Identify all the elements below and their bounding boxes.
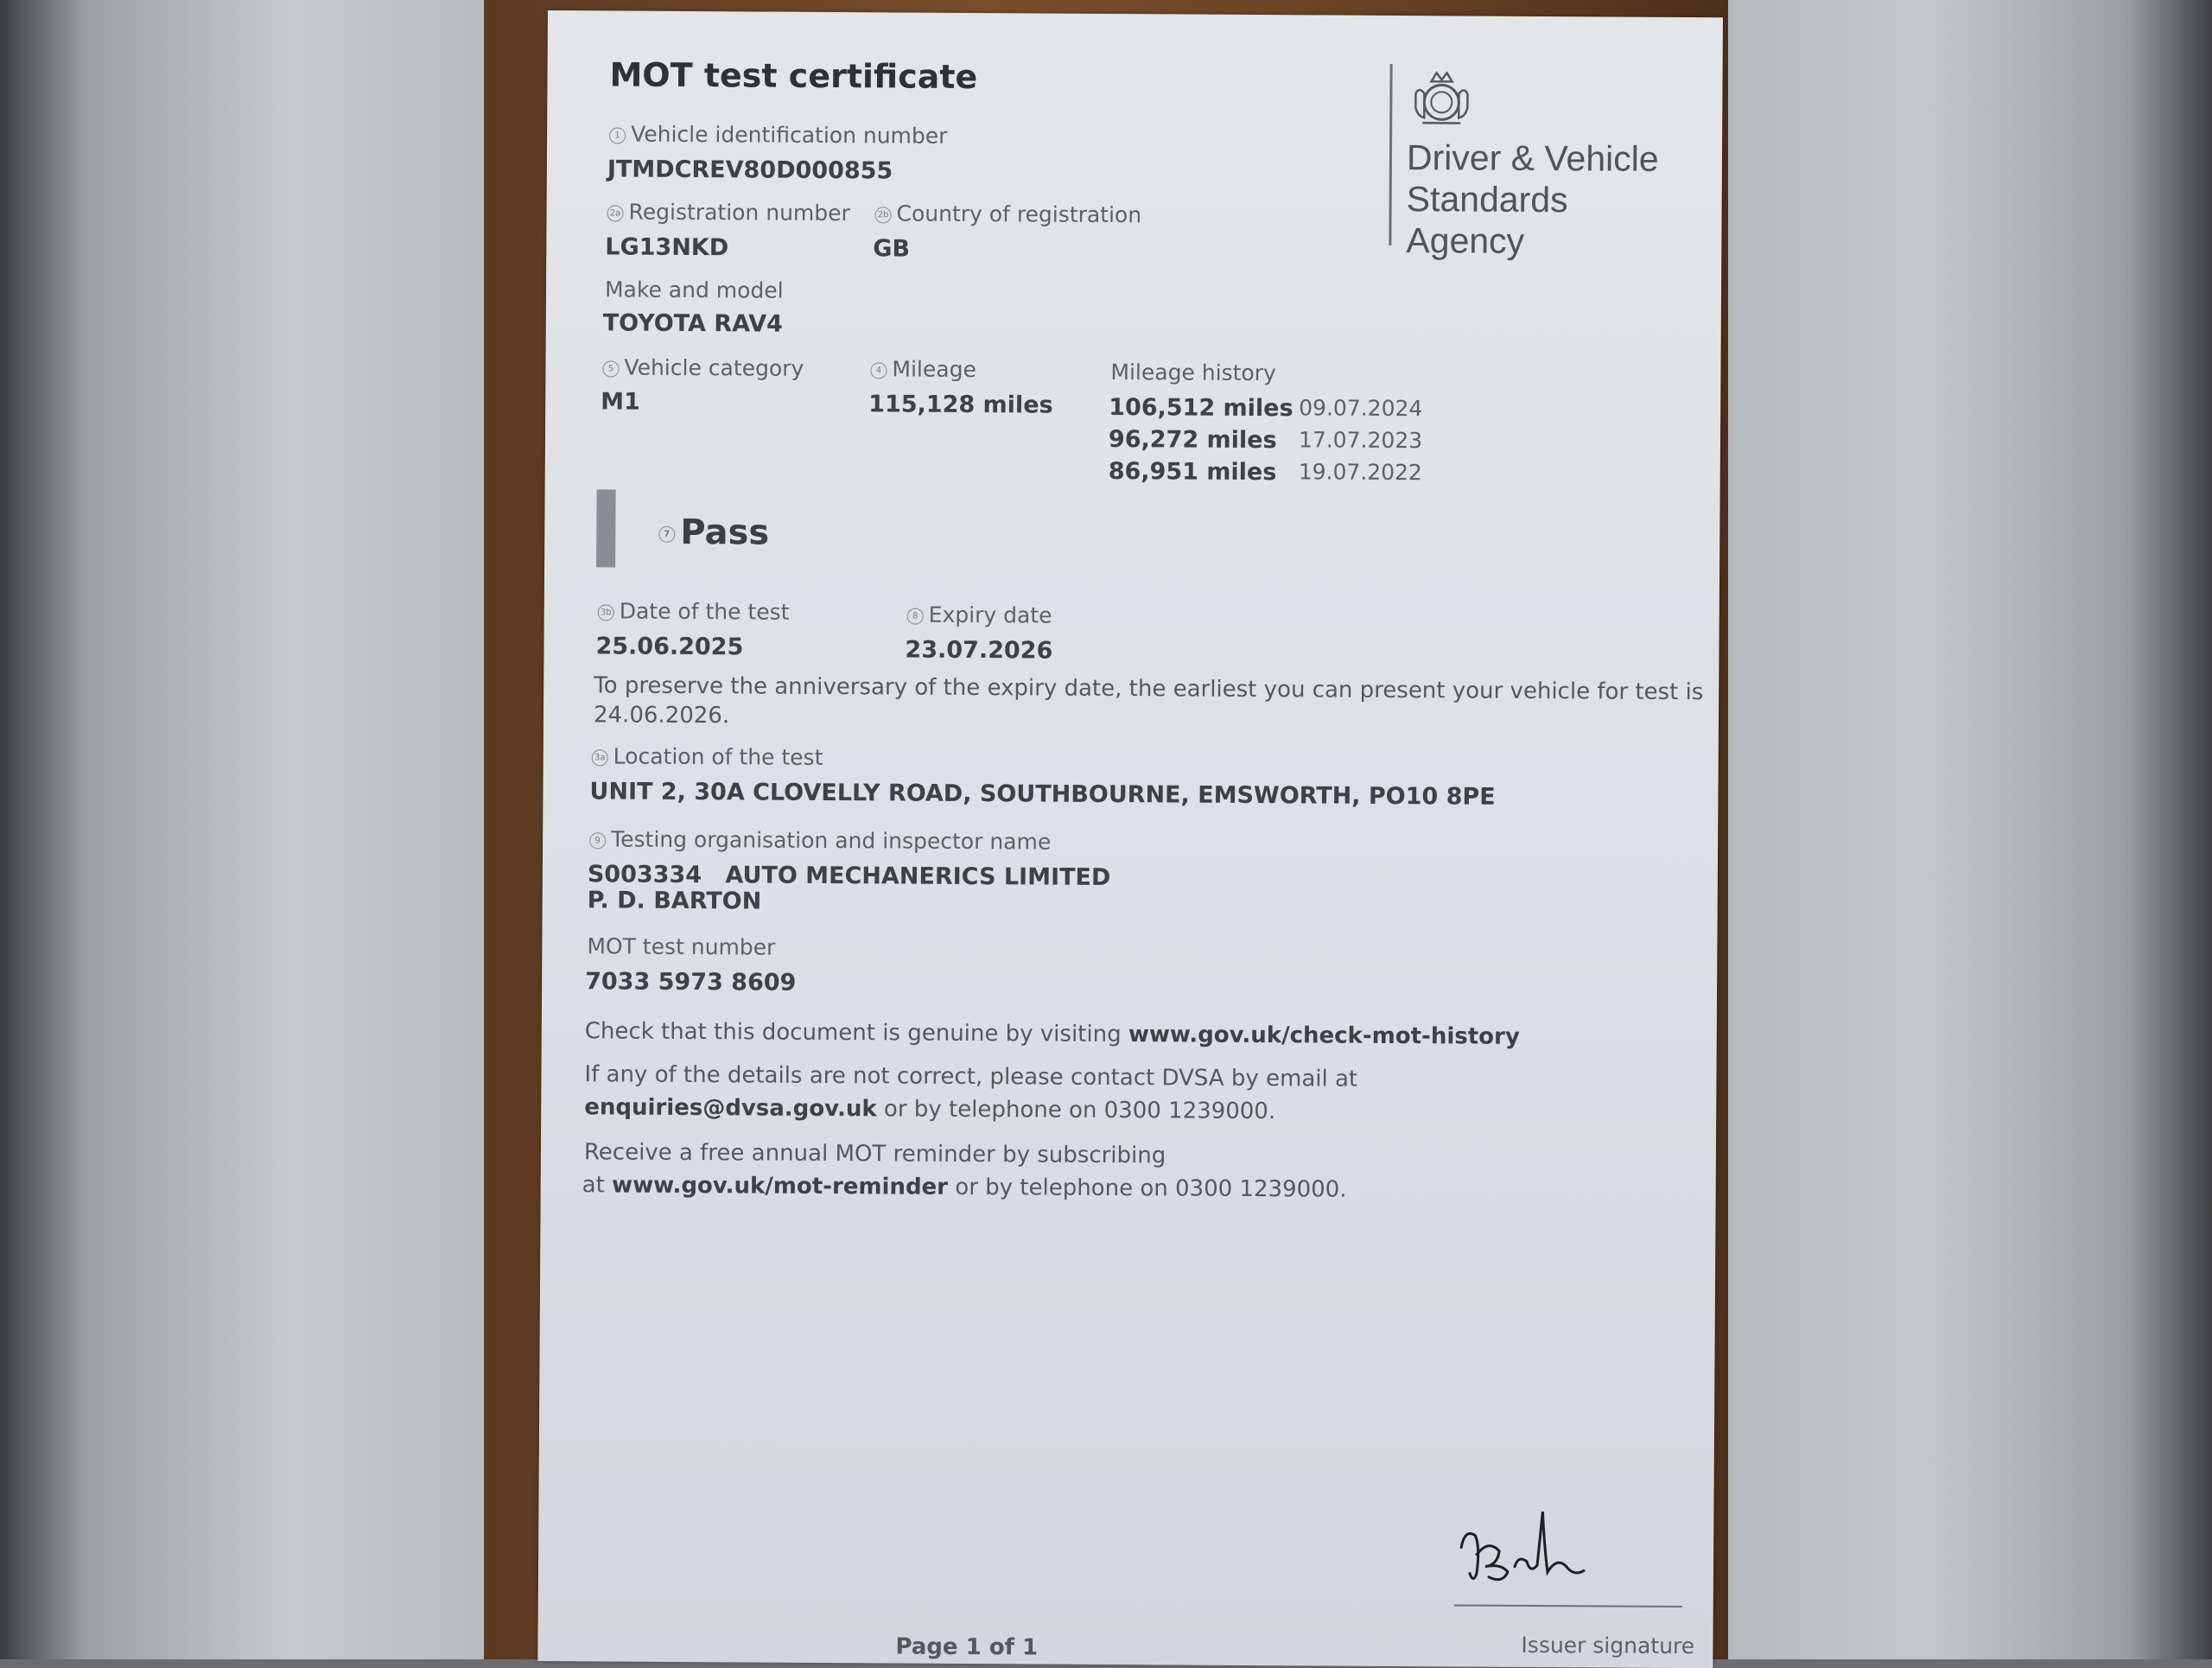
contact-note-line2 — [584, 1094, 1275, 1124]
reminder-at-text: at — [582, 1172, 605, 1199]
issuer-signature-image — [1454, 1493, 1611, 1593]
expiry-date-value: 23.07.2026 — [905, 636, 1053, 665]
test-date-label-text: Date of the test — [619, 598, 790, 625]
tester-org-name: AUTO MECHANERICS LIMITED — [725, 862, 1111, 891]
test-date-label — [598, 598, 790, 624]
document-title: MOT test certificate — [609, 55, 978, 97]
contact-phone-text: or by telephone on 0300 1239000. — [883, 1096, 1276, 1125]
field-number-badge: 3b — [598, 604, 614, 621]
dvsa-email-link[interactable]: enquiries@dvsa.gov.uk — [584, 1094, 877, 1123]
signature-line — [1454, 1604, 1682, 1608]
registration-label — [607, 199, 849, 226]
test-number-label: MOT test number — [587, 933, 776, 960]
make-model-value: TOYOTA RAV4 — [602, 309, 783, 338]
tester-label — [589, 826, 1051, 854]
category-label-text: Vehicle category — [624, 354, 804, 381]
field-number-badge: 3a — [592, 749, 608, 766]
registration-value: LG13NKD — [605, 233, 729, 262]
field-number-badge: 1 — [609, 127, 626, 143]
expiry-date-label-text: Expiry date — [928, 602, 1052, 628]
mileage-history-date-2: 17.07.2023 — [1298, 427, 1423, 454]
field-number-badge: 4 — [870, 362, 887, 379]
mileage-history-miles-3: 86,951 miles — [1108, 457, 1277, 487]
crest-icon — [1407, 67, 1476, 130]
category-value: M1 — [601, 388, 640, 416]
location-label-text: Location of the test — [613, 743, 823, 770]
contact-note-line1: If any of the details are not correct, please contact DVSA by email at — [584, 1061, 1358, 1092]
genuine-check-text: Check that this document is genuine by visiting — [584, 1018, 1122, 1048]
reminder-note-line2 — [582, 1172, 1347, 1202]
mileage-label-text: Mileage — [892, 356, 976, 383]
vin-label — [609, 121, 948, 148]
mileage-history-miles-2: 96,272 miles — [1108, 425, 1277, 455]
mot-certificate-page — [537, 10, 1723, 1668]
location-label — [592, 743, 823, 770]
mileage-value: 115,128 miles — [868, 391, 1053, 419]
mileage-history-date-1: 09.07.2024 — [1299, 395, 1423, 422]
vin-value: JTMDCREV80D000855 — [607, 156, 893, 185]
agency-name-line3: Agency — [1406, 220, 1525, 261]
genuine-check-note — [585, 1018, 1520, 1050]
test-number-value: 7033 5973 8609 — [585, 968, 797, 996]
agency-name — [1406, 137, 1659, 263]
agency-name-line1: Driver & Vehicle — [1406, 137, 1659, 179]
category-label — [602, 354, 804, 380]
make-model-label: Make and model — [604, 277, 784, 303]
page-number: Page 1 of 1 — [895, 1633, 1039, 1661]
anniversary-note-line1: To preserve the anniversary of the expiry date, the earliest you can present your vehicle for test is — [594, 672, 1704, 706]
reminder-phone-text: or by telephone on 0300 1239000. — [955, 1174, 1347, 1203]
field-number-badge: 9 — [589, 832, 606, 849]
vin-label-text: Vehicle identification number — [631, 121, 948, 149]
mot-reminder-link[interactable]: www.gov.uk/mot-reminder — [612, 1172, 949, 1200]
tester-org-id: S003334 — [587, 861, 702, 889]
test-result — [658, 512, 769, 553]
tester-organisation — [588, 861, 1111, 891]
check-mot-history-link[interactable]: www.gov.uk/check-mot-history — [1128, 1022, 1520, 1050]
mileage-label — [870, 356, 976, 382]
agency-name-line2: Standards — [1406, 179, 1568, 220]
field-number-badge: 2b — [875, 207, 892, 223]
mileage-history-miles-1: 106,512 miles — [1109, 393, 1294, 423]
blurred-background-right — [1728, 0, 2212, 1659]
mileage-history-date-3: 19.07.2022 — [1298, 459, 1422, 486]
result-status-bar — [596, 489, 616, 567]
country-label-text: Country of registration — [896, 201, 1142, 228]
country-value: GB — [873, 235, 911, 263]
issuer-signature-label: Issuer signature — [1521, 1632, 1695, 1659]
anniversary-note-line2: 24.06.2026. — [593, 702, 730, 729]
logo-divider — [1389, 64, 1392, 245]
inspector-name: P. D. BARTON — [587, 887, 762, 915]
test-date-value: 25.06.2025 — [595, 633, 744, 661]
expiry-date-label — [907, 602, 1052, 628]
location-value: UNIT 2, 30A CLOVELLY ROAD, SOUTHBOURNE, EMSWORTH, PO10 8PE — [589, 778, 1496, 811]
field-number-badge: 7 — [658, 525, 675, 542]
test-result-text: Pass — [680, 512, 770, 553]
field-number-badge: 2a — [607, 205, 624, 221]
reminder-note-line1: Receive a free annual MOT reminder by subscribing — [583, 1139, 1166, 1169]
field-number-badge: 8 — [907, 608, 924, 624]
field-number-badge: 5 — [602, 360, 619, 377]
tester-label-text: Testing organisation and inspector name — [611, 826, 1052, 855]
mileage-history-label: Mileage history — [1110, 359, 1276, 386]
registration-label-text: Registration number — [628, 199, 850, 226]
country-label — [874, 201, 1141, 227]
blurred-background-left — [0, 0, 484, 1659]
